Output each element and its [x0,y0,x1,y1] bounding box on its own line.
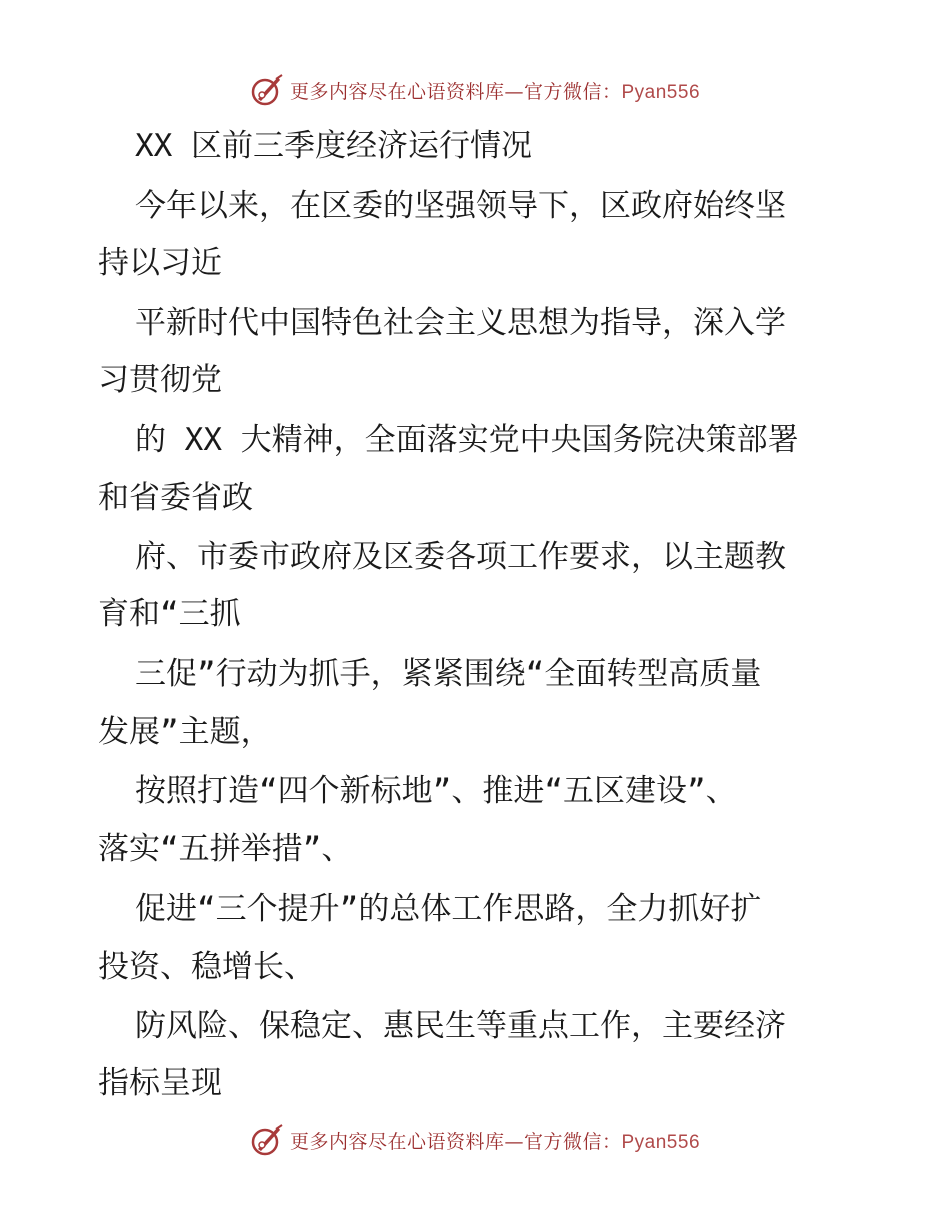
paragraph-line: 促进“三个提升”的总体工作思路，全力抓好扩 [135,891,762,927]
paragraph-line: 投资、稳增长、 [98,949,315,985]
paragraph-line: 平新时代中国特色社会主义思想为指导，深入学 [135,305,786,341]
paragraph-line: 防风险、保稳定、惠民生等重点工作，主要经济 [135,1008,786,1044]
quill-logo-icon [250,1123,284,1157]
footer-watermark-official: 官方微信： [523,1130,622,1153]
footer-watermark-id: Pyan556 [621,1131,701,1153]
paragraph-line: 按照打造“四个新标地”、推进“五区建设”、 [135,773,737,809]
footer-watermark-slogan: 更多内容尽在心语资料库 [289,1130,505,1153]
footer-watermark-text [290,1127,700,1154]
header-watermark-banner [0,70,950,110]
header-watermark-slogan: 更多内容尽在心语资料库 [289,80,505,103]
footer-watermark-banner [0,1120,950,1160]
paragraph-line: 的 XX 大精神，全面落实党中央国务院决策部署 [135,422,799,458]
paragraph-line: 三促”行动为抓手，紧紧围绕“全面转型高质量 [135,656,762,692]
header-watermark-official: 官方微信： [523,80,622,103]
quill-logo-icon [250,73,284,107]
footer-watermark-dash: — [504,1130,524,1153]
header-watermark-dash: — [504,80,524,103]
paragraph-line: 发展”主题， [98,714,272,750]
paragraph-line: 育和“三抓 [98,596,241,632]
paragraph-line: 习贯彻党 [98,362,222,398]
header-watermark-id: Pyan556 [621,81,701,103]
paragraph-line: 持以习近 [98,245,222,281]
paragraph-line: 府、市委市政府及区委各项工作要求，以主题教 [135,539,786,575]
paragraph-line: 今年以来，在区委的坚强领导下，区政府始终坚 [135,188,786,224]
document-title: XX 区前三季度经济运行情况 [135,128,532,164]
header-watermark-text [290,77,700,104]
paragraph-line: 和省委省政 [98,480,253,516]
paragraph-line: 指标呈现 [98,1065,222,1101]
paragraph-line: 落实“五拼举措”、 [98,831,353,867]
